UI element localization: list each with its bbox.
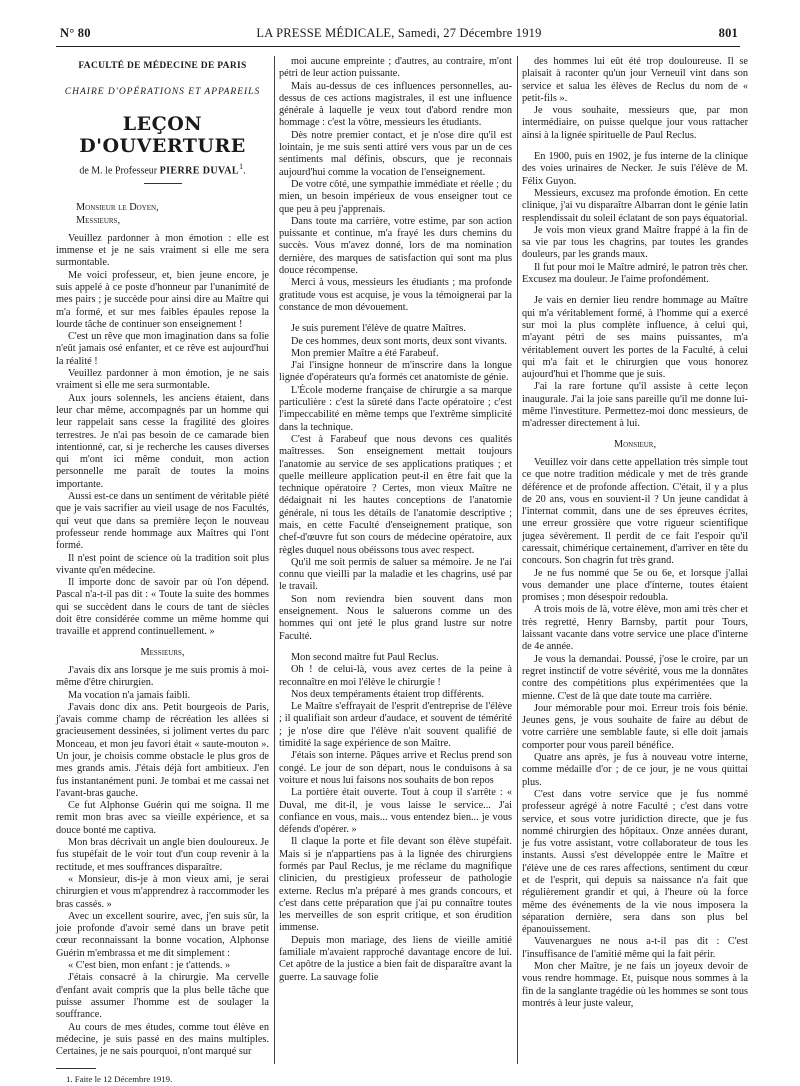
col1b-paragraphs bbox=[56, 665, 269, 1059]
paragraph: J'étais son interne. Pâques arrive et Reclus prend son congé. Le jour de son départ, nous le conduisons à sa voiture et nous lui faisons nos souhaits de bon repos bbox=[279, 750, 512, 786]
paragraph: Mon second maître fut Paul Reclus. bbox=[291, 651, 439, 663]
paragraph: L'École moderne française de chirurgie a sa marque particulière : c'est la sûreté dans l'acte opératoire ; c'est l'impeccabilité en même temps que l'extrême simplicité dans la technique. bbox=[279, 384, 512, 433]
journal-title: LA PRESSE MÉDICALE, Samedi, 27 Décembre 1919 bbox=[256, 26, 542, 40]
paragraph: Dès notre premier contact, et je n'ose dire qu'il est lointain, je me suis senti attiré vers vous par un de ces sentiments mal définis, obscurs, que je reconnais aujourd'hui comme la vocation de l'enseignement. bbox=[279, 129, 512, 178]
paragraph: C'est dans votre service que je fus nommé professeur agrégé à notre Faculté ; c'est dans votre service, et sous votre juridiction directe, que je fus nommé chirurgien des hôpitaux. Onze années durant, je fus votre assistant, votre collaborateur de tous les instants. Aussi s'est développée entre le Maître et l'élève une de ces rares affections, sentiment du cœur et de l'esprit, qui depuis sa naissance n'a fait que régulièrement grandir et qui, à l'heure où la force même des événements de la vie nous imposera la séparation dernière, sera dans son plus bel épanouissement. bbox=[522, 788, 748, 936]
paragraph: A trois mois de là, votre élève, mon ami très cher et très regretté, Henry Barnsby, partit pour Tours, laissant vacante dans votre service une place d'interne de 4e année. bbox=[522, 604, 748, 653]
header-rule bbox=[56, 46, 740, 47]
paragraph: Je vous la demandai. Poussé, j'ose le croire, par un regret instinctif de votre sévérité, vous me la donnâtes contre des compétitions plus expérimentées que la mienne. C'est de là que date toute ma carrière. bbox=[522, 653, 748, 702]
column-1 bbox=[56, 56, 269, 1085]
paragraph: Dans toute ma carrière, votre estime, par son action puissante et continue, m'a frayé les durs chemins du succès. Vous m'avez donné, lors de ma nomination dernière, des marques de satisfaction qui sont ma plus douce récompense. bbox=[279, 215, 512, 277]
paragraph: Veuillez pardonner à mon émotion : elle est immense et je ne sais vraiment si elle me sera surmontable. bbox=[56, 232, 269, 269]
page-number: 801 bbox=[718, 26, 738, 40]
column-2 bbox=[279, 56, 512, 1068]
col2c-paragraphs bbox=[279, 652, 512, 984]
chair-heading: CHAIRE D'OPÉRATIONS ET APPAREILS bbox=[64, 87, 261, 98]
paragraph: Veuillez pardonner à mon émotion, je ne sais vraiment si elle me sera surmontable. bbox=[56, 368, 269, 392]
paragraph: J'ai la rare fortune qu'il assiste à cette leçon inaugurale. J'ai la joie sans pareille qu'il me donne lui-même l'investiture. Permettez-moi donc messieurs, de m'adresser directement à lui. bbox=[522, 381, 748, 430]
col3b-paragraphs bbox=[522, 151, 748, 286]
col3-paragraphs bbox=[522, 56, 748, 142]
paragraph: Me voici professeur, et, bien jeune encore, je suis appelé à ce poste d'honneur par l'unanimité de mes pairs ; je succède pour ainsi dire au Maître qui m'a formé, et sur mes faibles épaules repose la lourde tâche de continuer son enseignement ! bbox=[56, 269, 269, 330]
section-salutation: Messieurs, bbox=[140, 646, 185, 658]
byline-prefix: de M. le Professeur bbox=[79, 164, 158, 176]
paragraph: Mon cher Maître, je ne fais un joyeux devoir de vous rendre hommage. Et, puisque nous sommes à la fin de la sanglante tragédie où les hommes se sont tous montrés à leur juste valeur, bbox=[522, 961, 748, 1009]
article-title: LEÇON D'OUVERTURE bbox=[79, 112, 246, 157]
paragraph: J'avais dix ans lorsque je me suis promis à moi-même d'être chirurgien. bbox=[56, 664, 269, 689]
paragraph: Je suis purement l'élève de quatre Maîtres. bbox=[291, 323, 466, 335]
paragraph: Je vous souhaite, messieurs que, par mon intermédiaire, on puisse quelque jour vous rattacher ainsi à la lignée spirituelle de Paul Reclus. bbox=[522, 105, 748, 141]
paragraph: Quatre ans après, je fus à nouveau votre interne, comme médaille d'or ; de ce jour, je ne vous quittai plus. bbox=[522, 752, 748, 788]
column-divider bbox=[274, 56, 275, 1064]
paragraph: Il importe donc de savoir par où l'on dépend. Pascal n'a-t-il pas dit : « Toute la suite des hommes qui se succèdent dans le cours de tant de siècles doit être considérée comme un même homme qui travaille et apprend continuellement. » bbox=[56, 577, 269, 638]
paragraph: Mon bras décrivait un angle bien douloureux. Je fus stupéfait de le voir tout d'un coup revenir à la rectitude, et mes souffrances disparaître. bbox=[56, 837, 269, 873]
paragraph: J'ai l'insigne honneur de m'inscrire dans la longue lignée d'opérateurs qu'a formés cet anatomiste de génie. bbox=[279, 360, 512, 384]
footnote-rule bbox=[56, 1068, 96, 1069]
paragraph: Qu'il me soit permis de saluer sa mémoire. Je ne l'ai connu que vieilli par la maladie et les chagrins, usé par le travail. bbox=[279, 556, 512, 593]
paragraph: En 1900, puis en 1902, je fus interne de la clinique des voies urinaires de Necker. Je suis l'élève de M. Félix Guyon. bbox=[522, 151, 748, 187]
footnote: 1. Faite le 12 Décembre 1919. bbox=[66, 1074, 173, 1085]
section-salutation: Monsieur, bbox=[613, 438, 657, 450]
paragraph: Vauvenargues ne nous a-t-il pas dit : C'est l'insuffisance de l'amitié même qui la fait périr. bbox=[522, 936, 748, 960]
paragraph: Merci à vous, messieurs les étudiants ; ma profonde gratitude vous est acquise, je vous la témoignerai par la constance de mon dévouement. bbox=[279, 277, 512, 313]
paragraph: Mais au-dessus de ces influences personnelles, au-dessus de ces actions magistrales, il est une influence générale à laquelle je veux tout d'abord rendre mon hommage : c'est la vôtre, messieurs les étudiants. bbox=[279, 80, 512, 129]
paragraph: La portière était ouverte. Tout à coup il s'arrête : « Duval, me dit-il, je vous laisse le service... J'ai confiance en vous, mais... vous entendez bien... je vous défends d'opérer. » bbox=[279, 787, 512, 836]
byline: de M. le Professeur PIERRE DUVAL$^1$. bbox=[79, 161, 246, 176]
paragraph: De ces hommes, deux sont morts, deux sont vivants. bbox=[291, 335, 507, 347]
paragraph: Le Maître s'effrayait de l'esprit d'entreprise de l'élève ; il qualifiait son ardeur d'audace, et souvent de témérité ; je n'ose dire que l'élève n'ait souvent qualifié de timidité la sage expérience de son Maître. bbox=[279, 701, 512, 750]
paragraph: « C'est bien, mon enfant : je t'attends. » bbox=[68, 960, 231, 972]
column-divider bbox=[517, 56, 518, 1064]
paragraph: Jour mémorable pour moi. Erreur trois fois bénie. Jeunes gens, je vous souhaite de faire au début de votre carrière une semblable faute, si elle doit jamais comporter pour vous pareil bénéfice. bbox=[522, 702, 748, 751]
col3c-paragraphs bbox=[522, 295, 748, 430]
paragraph: Ma vocation n'a jamais faibli. bbox=[68, 689, 191, 701]
paragraph: « Monsieur, dis-je à mon vieux ami, je serai chirurgien et vous m'apprendrez à raccommoder les bras cassés. » bbox=[56, 873, 269, 910]
paragraph: moi aucune empreinte ; d'autres, au contraire, m'ont pétri de leur action puissante. bbox=[279, 56, 512, 80]
paragraph: Aux jours solennels, les anciens étaient, dans leur char même, accompagnés par un homme qui leur rappelait sans cesse la fragilité des gloires terrestres. Je n'ai pas besoin de ce camarade bien intentionné, car, si je recherche les causes diverses qui m'ont ici même conduit, mon action personnelle me paraît de toutes la moins importante. bbox=[56, 392, 269, 490]
paragraph: Il fut pour moi le Maître admiré, le patron très cher. Excusez ma douleur. Je l'aime profondément. bbox=[522, 261, 748, 286]
paragraph: Au cours de mes études, comme tout élève en médecine, je suis passé en des mains multiples. Certaines, je ne sais pourquoi, n'ont marqué sur bbox=[56, 1021, 269, 1058]
paragraph: Je vais en dernier lieu rendre hommage au Maître qui m'a véritablement formé, à l'homme qui a exercé sur moi la plus complète influence, à celui qui, m'ayant pétri de ses mains puissantes, m'a véritablement ouvert les portes de la Faculté, à celui qui m'a fait et le chirurgien que vous honorez aujourd'hui et l'homme que je suis. bbox=[522, 295, 748, 381]
author-name: PIERRE DUVAL bbox=[159, 164, 239, 176]
title-rule bbox=[144, 183, 182, 184]
paragraph: Messieurs, excusez ma profonde émotion. En cette clinique, j'ai vu disparaître Albarran dont le génie latin resplendissait du soleil éclatant de son pays équatorial. bbox=[522, 187, 748, 224]
paragraph: Depuis mon mariage, des liens de vieille amitié familiale m'avaient rapproché davantage encore de lui. Cet apôtre de la justice a bien fait de disparaître avant la guerre. La sauvage folie bbox=[279, 934, 512, 983]
paragraph: C'est à Farabeuf que nous devons ces qualités maîtresses. Son enseignement mettait toujours l'anatomie au service de ses applications pratiques ; et quelle meilleure application peut-il en être fait que la technique opératoire ? Certes, mon vieux Maître ne dédaignait ni les hautes conceptions de l'anatomie générale, ni tous les détails de l'anatomie descriptive ; mais, en cette Faculté d'enseignement pratique, son chef-d'œuvre fut son cours de médecine opératoire, aux règles duquel nous obéissons tous avec respect. bbox=[279, 433, 512, 556]
paragraph: Son nom reviendra bien souvent dans mon enseignement. Nous le saluerons comme un des hommes qui ont jeté le plus grand lustre sur notre Faculté. bbox=[279, 593, 512, 642]
faculty-heading: FACULTÉ DE MÉDECINE DE PARIS bbox=[78, 61, 247, 71]
paragraph: Je vois mon vieux grand Maître frappé à la fin de sa vie par tous les chagrins, par toutes les grandes douleurs, par les grands maux. bbox=[522, 224, 748, 261]
salutation-messieurs: Messieurs, bbox=[76, 214, 121, 226]
paragraph: J'étais consacré à la chirurgie. Ma cervelle d'enfant avait compris que la plus belle tâche que puisse assumer l'homme est de soulager la souffrance. bbox=[56, 972, 269, 1021]
paragraph: Nos deux tempéraments étaient trop différents. bbox=[291, 688, 485, 700]
paragraph: Avec un excellent sourire, avec, j'en suis sûr, la joie profonde d'avoir semé dans un brave petit cœur reconnaissant la bonne vocation, Alphonse Guérin m'embrassa et me dit simplement : bbox=[56, 910, 269, 959]
page-header bbox=[60, 26, 738, 42]
salutation-doyen: Monsieur le Doyen, bbox=[76, 202, 159, 214]
issue-number: N° 80 bbox=[60, 26, 91, 40]
paragraph: Il n'est point de science où la tradition soit plus vivante qu'en médecine. bbox=[56, 552, 269, 576]
paragraph: J'avais donc dix ans. Petit bourgeois de Paris, j'avais comme champ de récréation les allées si gracieusement dessinées, si joliment vertes du parc Monceau, et mon jeu favori était « saute-mouton ». Un jour, je choisis comme obstacle le plus gros de mes grands amis. J'étais déjà fort ambitieux. J'en fus instantanément puni. Je tombai et me cassai net l'avant-bras gauche. bbox=[56, 701, 269, 799]
paragraph: Veuillez voir dans cette appellation très simple tout ce que notre tradition médicale y met de très grande déférence et de profonde affection. C'était, il y a plus de 20 ans, vous en souvient-il ? Un jeune candidat à l'internat commit, dans une de ses épreuves écrites, une erreur grossière que votre rigueur scientifique jugea sévèrement. Il perdit de ce fait l'espoir qu'il caressait, chimérique certainement, d'arriver en tête du concours. Son chagrin fut très grand. bbox=[522, 456, 748, 567]
paragraph: des hommes lui eût été trop douloureuse. Il se plaisait à raconter qu'un jour Verneuil vint dans son service et salua les élèves de Reclus du nom de « petit-fils ». bbox=[522, 56, 748, 104]
paragraph: Oh ! de celui-là, vous avez certes de la peine à reconnaître en moi l'élève le chirurgie ! bbox=[279, 664, 512, 688]
paragraph: Il claque la porte et file devant son élève stupéfait. Mais si je n'appartiens pas à la lignée des chirurgiens formés par Paul Reclus, je me réclame du magnifique clinicien, du prestigieux professeur de pathologie externe. Reclus m'a préparé à mes grands concours, et c'est dans cette préparation que j'ai pu connaître toutes les merveilles de son esprit critique, et son érudition immense. bbox=[279, 836, 512, 934]
footnote-ref: 1 bbox=[238, 161, 244, 171]
paragraph: De votre côté, une sympathie immédiate et réelle ; du mien, un besoin impérieux de vous enseigner tout ce que peu à peu j'apprenais. bbox=[279, 178, 512, 215]
paragraph: C'est un rêve que mon imagination dans sa folie n'eût jamais osé enfanter, et ce rêve est aujourd'hui la réalité ! bbox=[56, 331, 269, 367]
col2b-paragraphs bbox=[279, 323, 512, 643]
paragraph: Je ne fus nommé que 5e ou 6e, et lorsque j'allai vous demander une place d'interne, toutes étaient promises ; mon désespoir redoubla. bbox=[522, 567, 748, 604]
col1-paragraphs bbox=[56, 233, 269, 639]
paragraph: Ce fut Alphonse Guérin qui me soigna. Il me remit mon bras avec sa vieille expérience, et sa douce bonté me captiva. bbox=[56, 800, 269, 836]
column-3 bbox=[522, 56, 748, 1068]
paragraph: Mon premier Maître a été Farabeuf. bbox=[291, 347, 439, 359]
paragraph: Aussi est-ce dans un sentiment de véritable piété que je vais sacrifier au vieil usage de nos Facultés, qui veut que dans sa première leçon le nouveau professeur rende hommage aux Maîtres qui l'ont formé. bbox=[56, 491, 269, 552]
col3d-paragraphs bbox=[522, 457, 748, 1010]
col2-paragraphs bbox=[279, 56, 512, 314]
